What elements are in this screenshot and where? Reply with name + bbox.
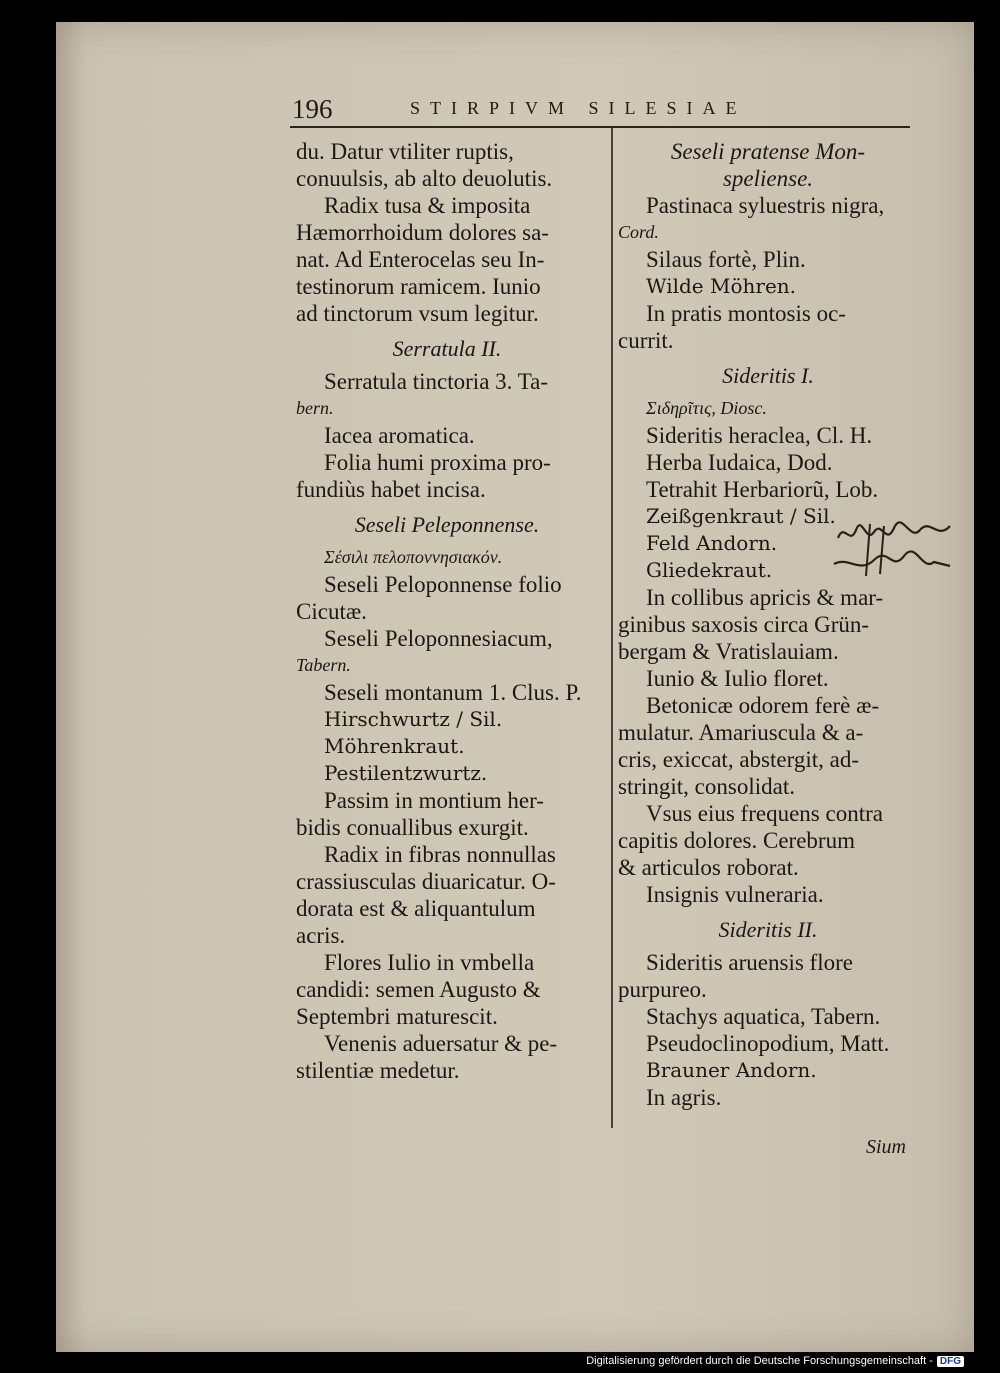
text-line: & articulos roborat. [618,855,799,880]
text-line: In agris. [646,1085,722,1110]
text-line: Pestilentzwurtz. [324,761,488,785]
section-heading: Sideritis I. [722,363,814,388]
text-line: bidis conuallibus exurgit. [296,815,529,840]
text-line: Radix in fibras nonnullas [324,842,556,867]
text-line: Iacea aromatica. [324,423,475,448]
text-line: Stachys aquatica, Tabern. [646,1004,881,1029]
text-line: testinorum ramicem. Iunio [296,274,541,299]
text-line: bern. [296,398,334,418]
text-line: Seseli montanum 1. Clus. P. [324,680,582,705]
page-number: 196 [292,94,333,124]
text-line: Passim in montium her- [324,788,544,813]
text-line: Silaus fortè, Plin. [646,247,806,272]
text-line: ginibus saxosis circa Grün- [618,612,870,637]
text-line: Pastinaca syluestris nigra, [646,193,885,218]
text-line: Cord. [618,222,659,242]
text-line: Seseli Peloponnesiacum, [324,626,553,651]
text-line: purpureo. [618,977,707,1002]
text-line: Seseli Peloponnense folio [324,572,562,597]
column-divider [611,128,613,1128]
text-line: Septembri maturescit. [296,1004,498,1029]
text-line: Möhrenkraut. [324,734,465,758]
text-line: Flores Iulio in vmbella [324,950,535,975]
text-line: Herba Iudaica, Dod. [646,450,833,475]
text-line: Venenis aduersatur & pe- [324,1031,558,1056]
text-line: Tabern. [296,655,351,675]
text-line: Sideritis aruensis flore [646,950,853,975]
text-line: crassiusculas diuaricatur. O- [296,869,556,894]
text-line: Wilde Möhren. [646,274,797,298]
text-line: capitis dolores. Cerebrum [618,828,855,853]
text-line: Radix tusa & imposita [324,193,531,218]
text-line: stilentiæ medetur. [296,1058,460,1083]
text-line: Hæmorrhoidum dolores sa- [296,220,549,245]
left-column [296,138,598,1084]
dfg-logo: DFG [937,1356,964,1367]
text-line: In collibus apricis & mar- [646,585,884,610]
text-line: Pseudoclinopodium, Matt. [646,1031,890,1056]
text-line: Cicutæ. [296,599,367,624]
section-heading: Sideritis II. [718,917,818,942]
text-line: Σέσιλι πελοποννησιακόν. [324,547,503,567]
text-line: du. Datur vtiliter ruptis, [296,139,514,164]
text-line: Zeißgenkraut / Sil. [646,504,836,528]
text-line: Iunio & Iulio floret. [646,666,829,691]
text-line: Folia humi proxima pro- [324,450,551,475]
credit-text: Digitalisierung gefördert durch die Deutsche Forschungsgemeinschaft - [586,1355,933,1367]
text-line: In pratis montosis oc- [646,301,846,326]
text-line: cris, exiccat, abstergit, ad- [618,747,859,772]
section-heading: Seseli pratense Mon- [670,139,866,164]
text-line: stringit, consolidat. [618,774,795,799]
text-line: Gliedekraut. [646,558,773,582]
text-line: candidi: semen Augusto & [296,977,541,1002]
text-line: mulatur. Amariuscula & a- [618,720,864,745]
section-heading: Serratula II. [392,336,502,361]
text-line: currit. [618,328,674,353]
text-line: conuulsis, ab alto deuolutis. [296,166,553,191]
section-heading: speliense. [722,166,814,191]
text-line: dorata est & aliquantulum [296,896,536,921]
handwritten-annotation [830,516,960,586]
digitization-credit [586,1355,964,1367]
text-line: Betonicæ odorem ferè æ- [646,693,880,718]
text-line: Feld Andorn. [646,531,778,555]
text-line: Sideritis heraclea, Cl. H. [646,423,873,448]
text-line: Serratula tinctoria 3. Ta- [324,369,549,394]
section-heading: Seseli Peleponnense. [354,512,540,537]
text-line: nat. Ad Enterocelas seu In- [296,247,545,272]
running-title: STIRPIVM SILESIAE [410,98,747,118]
text-line: bergam & Vratislauiam. [618,639,839,664]
text-line: Vsus eius frequens contra [646,801,883,826]
text-line: Brauner Andorn. [646,1058,817,1082]
text-line: Hirschwurtz / Sil. [324,707,503,731]
right-column [618,138,918,1111]
text-line: Σιδηρῖτις, Diosc. [646,398,767,418]
text-line: ad tinctorum vsum legitur. [296,301,539,326]
text-line: Insignis vulneraria. [646,882,824,907]
header-rule [290,126,910,128]
catchword: Sium [866,1136,906,1158]
text-line: acris. [296,923,346,948]
text-line: Tetrahit Herbariorũ, Lob. [646,477,879,502]
text-line: fundiùs habet incisa. [296,477,486,502]
